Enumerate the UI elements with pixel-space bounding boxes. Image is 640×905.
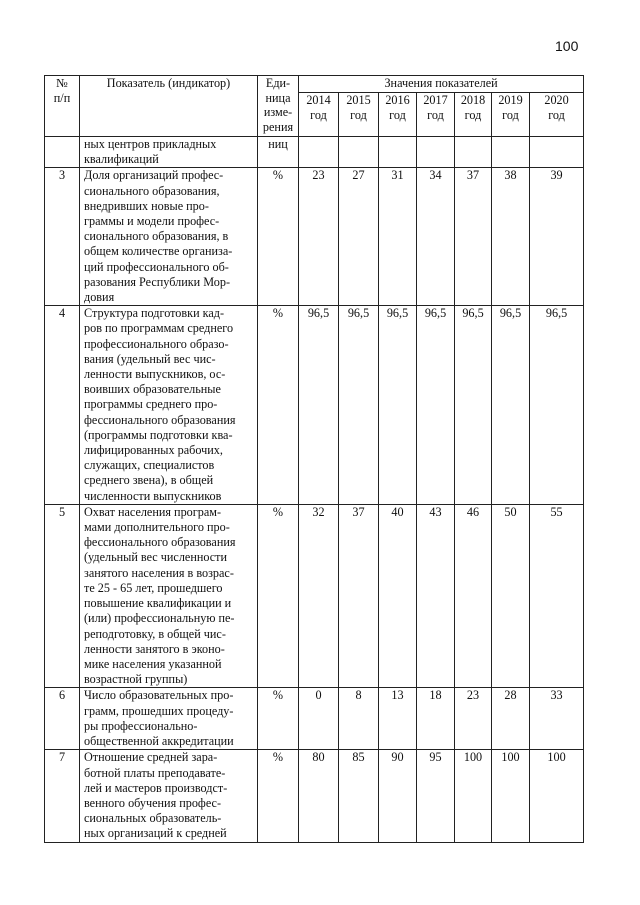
indicator-value: 96,5 — [299, 306, 339, 505]
indicator-name: Охват населения програм- мами дополнительного про- фессионального образования (удельный вес численности занятого населения в возрас- те 25 - 65 лет, прошедшего повышение квалификации и (или) профессиональную пе- реподготовку, в общей чис- ленности занятого в эконо- мике населения указанной возрастной группы) — [80, 504, 258, 687]
indicator-unit: % — [258, 306, 299, 505]
row-number: 3 — [45, 168, 80, 306]
indicator-value — [339, 137, 379, 168]
indicator-value: 46 — [455, 504, 492, 687]
header-indicator: Показатель (индикатор) — [80, 76, 258, 137]
indicator-value: 100 — [492, 750, 530, 842]
indicator-value: 96,5 — [417, 306, 455, 505]
indicator-value — [299, 137, 339, 168]
header-year: 2015 год — [339, 93, 379, 137]
page-number: 100 — [555, 38, 579, 54]
indicator-value: 96,5 — [492, 306, 530, 505]
header-year: 2020 год — [530, 93, 584, 137]
indicator-value: 96,5 — [379, 306, 417, 505]
indicator-value: 23 — [299, 168, 339, 306]
indicator-value: 13 — [379, 688, 417, 750]
header-year: 2014 год — [299, 93, 339, 137]
header-year: 2016 год — [379, 93, 417, 137]
table-row — [45, 168, 584, 306]
header-year: 2019 год — [492, 93, 530, 137]
header-values-title: Значения показателей — [299, 76, 584, 93]
indicator-value — [417, 137, 455, 168]
indicator-unit: % — [258, 750, 299, 842]
indicator-value: 28 — [492, 688, 530, 750]
indicator-value: 37 — [339, 504, 379, 687]
indicator-value: 8 — [339, 688, 379, 750]
indicator-value: 23 — [455, 688, 492, 750]
indicator-value: 27 — [339, 168, 379, 306]
indicator-unit: % — [258, 688, 299, 750]
table-row — [45, 504, 584, 687]
indicator-value: 31 — [379, 168, 417, 306]
row-number: 7 — [45, 750, 80, 842]
indicator-value — [379, 137, 417, 168]
indicator-value — [492, 137, 530, 168]
indicator-value: 0 — [299, 688, 339, 750]
indicator-value: 96,5 — [455, 306, 492, 505]
indicator-value: 96,5 — [530, 306, 584, 505]
row-number: 4 — [45, 306, 80, 505]
row-number: 5 — [45, 504, 80, 687]
indicator-value — [455, 137, 492, 168]
indicator-unit: % — [258, 168, 299, 306]
header-year: 2018 год — [455, 93, 492, 137]
indicator-value: 55 — [530, 504, 584, 687]
indicator-name: Число образовательных про- грамм, прошедших процеду- ры профессионально- общественной аккредитации — [80, 688, 258, 750]
indicators-table — [44, 75, 584, 843]
indicator-value: 40 — [379, 504, 417, 687]
indicator-value: 96,5 — [339, 306, 379, 505]
indicator-value: 90 — [379, 750, 417, 842]
indicator-value: 85 — [339, 750, 379, 842]
table-row — [45, 306, 584, 505]
table-row — [45, 750, 584, 842]
indicator-name: ных центров прикладных квалификаций — [80, 137, 258, 168]
indicator-value: 18 — [417, 688, 455, 750]
header-num: № п/п — [45, 76, 80, 137]
table-row — [45, 688, 584, 750]
header-row-top — [45, 76, 584, 93]
indicator-name: Структура подготовки кад- ров по программам среднего профессионального образо- вания (удельный вес чис- ленности выпускников, ос- воивших образовательные программы среднего про- фессионального образования (программы подготовки ква- лифицированных рабочих, служащих, специалистов среднего звена), в общей численности выпускников — [80, 306, 258, 505]
indicator-value: 39 — [530, 168, 584, 306]
indicator-unit: ниц — [258, 137, 299, 168]
row-number: 6 — [45, 688, 80, 750]
indicator-value: 43 — [417, 504, 455, 687]
indicator-value: 32 — [299, 504, 339, 687]
table-row — [45, 137, 584, 168]
indicator-value: 34 — [417, 168, 455, 306]
indicator-value: 37 — [455, 168, 492, 306]
header-year: 2017 год — [417, 93, 455, 137]
indicator-value: 33 — [530, 688, 584, 750]
indicator-name: Доля организаций профес- сионального образования, внедривших новые про- граммы и модели профес- сионального образования, в общем количестве организа- ций профессионального об- разования Республики Мор- довия — [80, 168, 258, 306]
header-unit: Еди- ница изме- рения — [258, 76, 299, 137]
row-number — [45, 137, 80, 168]
indicator-unit: % — [258, 504, 299, 687]
indicator-value: 95 — [417, 750, 455, 842]
indicator-name: Отношение средней зара- ботной платы преподавате- лей и мастеров производст- венного обучения профес- сиональных образователь- ных организаций к средней — [80, 750, 258, 842]
indicator-value: 100 — [530, 750, 584, 842]
indicator-value: 80 — [299, 750, 339, 842]
indicator-value: 38 — [492, 168, 530, 306]
indicator-value: 50 — [492, 504, 530, 687]
indicator-value — [530, 137, 584, 168]
indicator-value: 100 — [455, 750, 492, 842]
